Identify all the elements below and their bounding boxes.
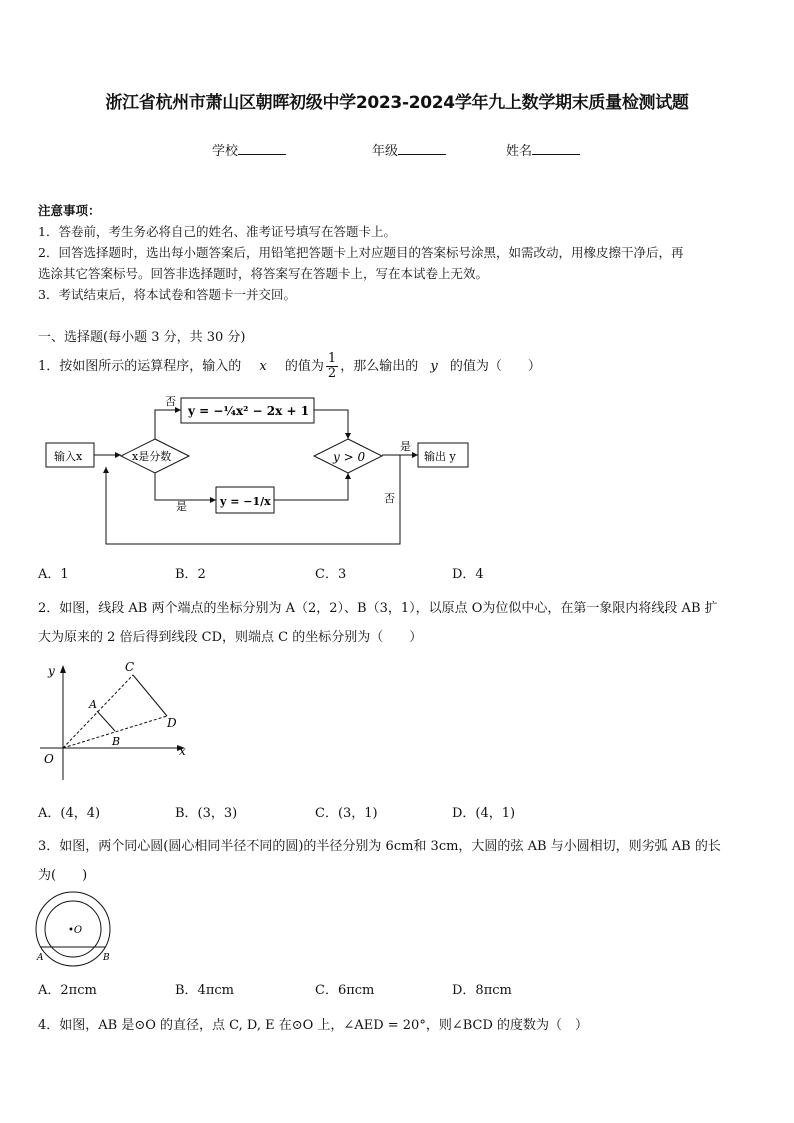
note-item: 1．答卷前，考生务必将自己的姓名、准考证号填写在答题卡上。 xyxy=(38,224,396,239)
question-3-stem xyxy=(38,832,721,890)
flow-no2-label: 否 xyxy=(384,492,395,505)
question-2-stem xyxy=(38,594,718,652)
flow-no1-label: 否 xyxy=(165,395,176,408)
school-blank xyxy=(238,142,286,155)
note-item: 3．考试结束后，将本试卷和答题卡一并交回。 xyxy=(38,287,296,302)
name-blank xyxy=(532,142,580,155)
grade-blank xyxy=(398,142,446,155)
q1-frac-num: 1 xyxy=(327,351,337,366)
q3-label-o: •O xyxy=(68,925,83,936)
name-field xyxy=(506,140,580,159)
q3-option-b: B．4πcm xyxy=(175,983,234,998)
q3-option-c: C．6πcm xyxy=(315,983,375,998)
q1-text-end: 的值为（ ） xyxy=(449,359,541,374)
name-label: 姓名 xyxy=(506,144,533,159)
q1-text-post: ，那么输出的 xyxy=(340,359,419,374)
q2-label-x: x xyxy=(179,744,186,758)
q2-option-b: B．(3，3) xyxy=(175,806,238,821)
q2-label-y: y xyxy=(48,664,55,678)
flow-decision1-label: x是分数 xyxy=(132,450,172,463)
q1-frac-den: 2 xyxy=(327,366,337,381)
q3-option-a: A．2πcm xyxy=(38,983,97,998)
school-label: 学校 xyxy=(212,144,239,159)
page-title: 浙江省杭州市萧山区朝晖初级中学2023-2024学年九上数学期末质量检测试题 xyxy=(105,93,689,113)
q3-label-b: B xyxy=(103,953,110,963)
q2-label-o: O xyxy=(44,752,54,766)
q3-option-d: D．8πcm xyxy=(452,983,512,998)
q1-var-y: y xyxy=(430,359,438,374)
section-heading: 一、选择题(每小题 3 分，共 30 分) xyxy=(38,330,246,345)
flow-formula-bottom: y = −1/x xyxy=(220,495,271,508)
q3-figure xyxy=(30,888,120,970)
q2-label-b: B xyxy=(112,735,121,748)
q3-line2: 为( ) xyxy=(38,868,88,883)
note-item: 2．回答选择题时，选出每小题答案后，用铅笔把答题卡上对应题目的答案标号涂黑，如需改动，用橡皮擦干净后，再 xyxy=(38,245,684,260)
q1-option-d: D．4 xyxy=(452,567,484,582)
q3-label-a: A xyxy=(37,953,44,963)
q2-option-a: A．(4，4) xyxy=(38,806,101,821)
q2-line2: 大为原来的 2 倍后得到线段 CD，则端点 C 的坐标分别为（ ） xyxy=(38,630,423,645)
q2-line1: 2．如图，线段 AB 两个端点的坐标分别为 A（2，2）、B（3，1），以原点 O为位似中心，在第一象限内将线段 AB 扩 xyxy=(38,601,718,616)
q2-label-a: A xyxy=(89,698,97,711)
question-4-stem: 4．如图，AB 是⊙O 的直径，点 C, D, E 在⊙O 上，∠AED = 20°，则∠BCD 的度数为（ ） xyxy=(38,1018,589,1033)
q2-label-d: D xyxy=(167,716,177,730)
flow-output-label: 输出 y xyxy=(424,450,456,463)
flow-decision2-label: y > 0 xyxy=(333,450,366,464)
q2-option-d: D．(4，1) xyxy=(452,806,516,821)
q2-label-c: C xyxy=(125,660,135,674)
question-1-stem xyxy=(38,350,541,384)
q1-var-x: x xyxy=(259,359,267,374)
q1-option-c: C．3 xyxy=(315,567,347,582)
flow-yes2-label: 是 xyxy=(400,440,411,453)
q1-option-a: A．1 xyxy=(38,567,69,582)
school-field xyxy=(212,140,286,159)
q1-text-pre: 1．按如图所示的运算程序，输入的 xyxy=(38,359,242,374)
note-item: 选涂其它答案标号。回答非选择题时，将答案写在答题卡上，写在本试卷上无效。 xyxy=(38,266,489,281)
grade-label: 年级 xyxy=(372,144,399,159)
flow-input-label: 输入x xyxy=(54,450,83,463)
notes-heading: 注意事项： xyxy=(38,203,101,218)
grade-field xyxy=(372,140,446,159)
flow-yes1-label: 是 xyxy=(176,500,187,513)
q2-option-c: C．(3，1) xyxy=(315,806,378,821)
q2-figure xyxy=(30,655,200,785)
flow-formula-top: y = −¼x² − 2x + 1 xyxy=(188,404,310,418)
q1-text-mid: 的值为 xyxy=(284,359,324,374)
notes-block xyxy=(38,200,683,305)
q1-flowchart xyxy=(0,390,794,555)
q1-fraction xyxy=(326,352,338,381)
q3-line1: 3．如图，两个同心圆(圆心相同半径不同的圆)的半径分别为 6cm和 3cm，大圆的弦 AB 与小圆相切，则劣弧 AB 的长 xyxy=(38,839,721,854)
q1-option-b: B．2 xyxy=(175,567,206,582)
